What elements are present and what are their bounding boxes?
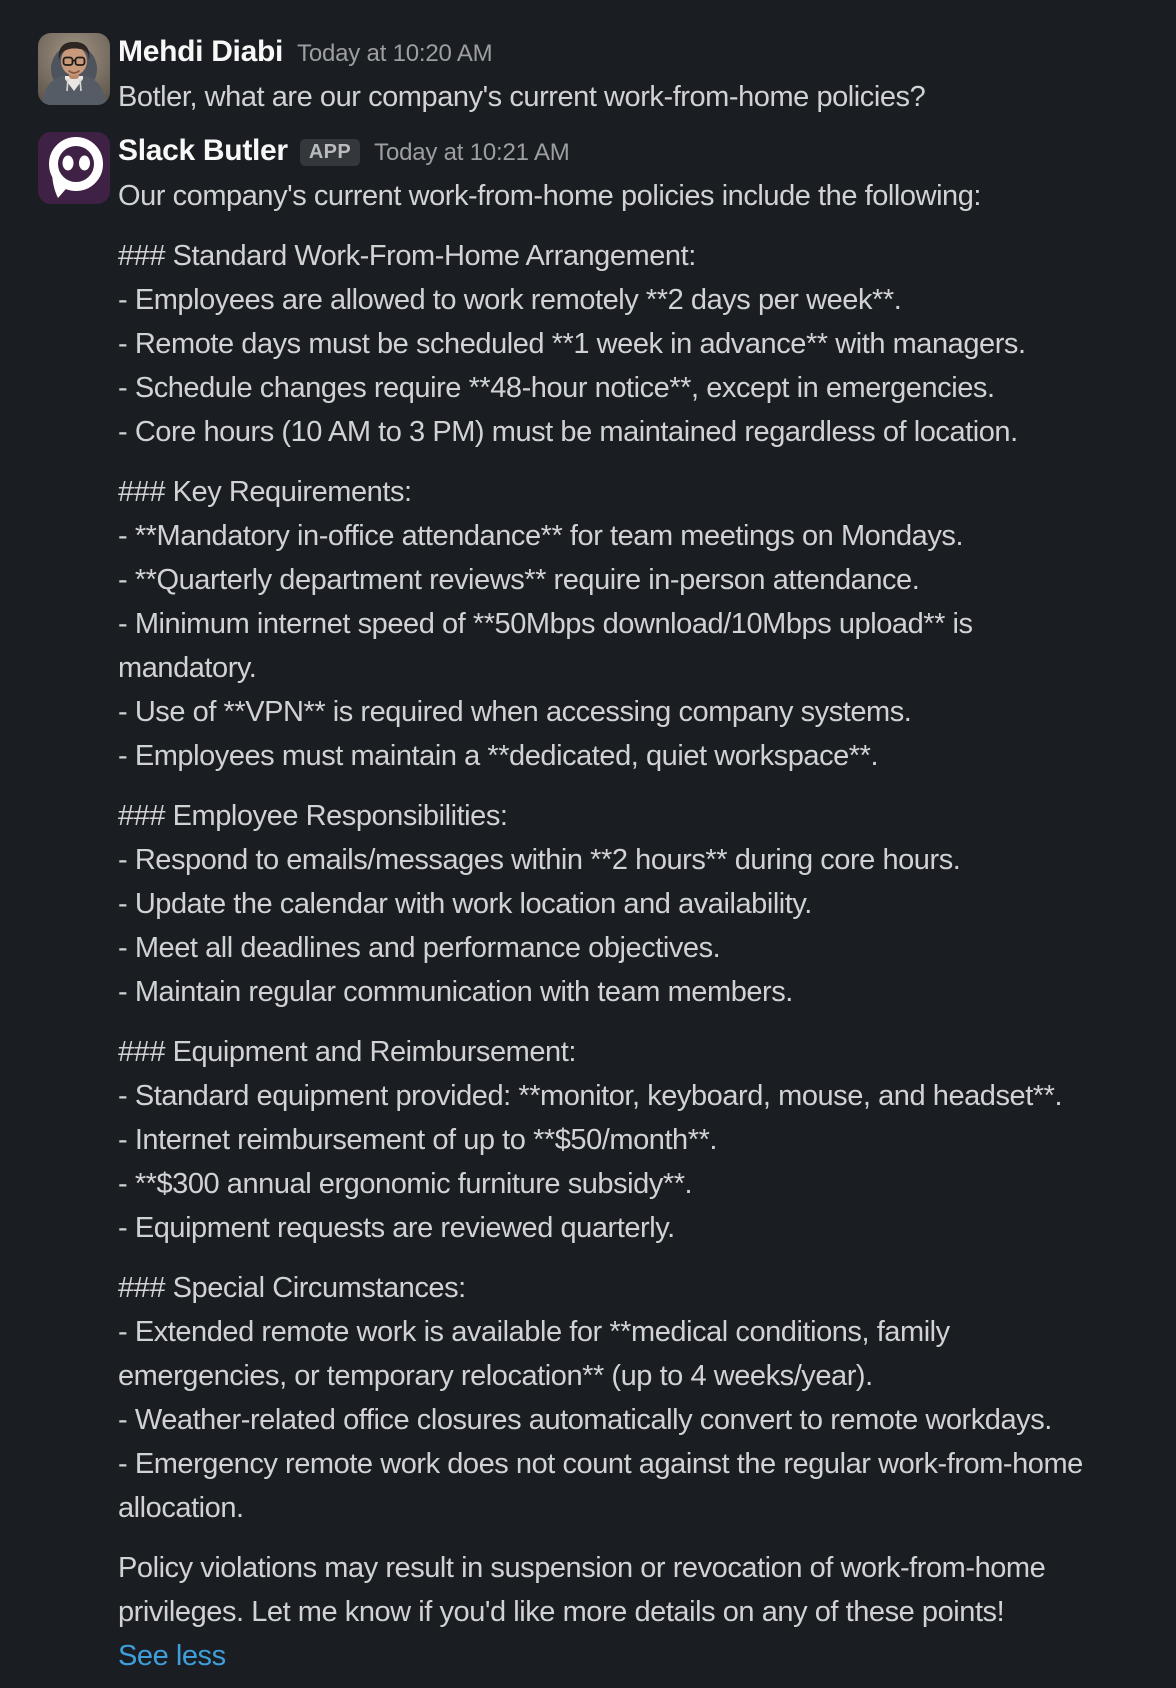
bullet-item: - Internet reimbursement of up to **$50/month**. bbox=[118, 1124, 718, 1156]
intro-paragraph: Our company's current work-from-home policies include the following: bbox=[118, 180, 982, 212]
sender-name[interactable]: Slack Butler bbox=[118, 134, 288, 167]
bullet-item: - Weather-related office closures automatically convert to remote workdays. bbox=[118, 1404, 1052, 1436]
message-body bbox=[118, 174, 1088, 1678]
section-heading: ### Employee Responsibilities: bbox=[118, 800, 508, 832]
bullet-item: - Core hours (10 AM to 3 PM) must be maintained regardless of location. bbox=[118, 416, 1018, 448]
see-less-link[interactable]: See less bbox=[118, 1640, 226, 1672]
bullet-item: - **Quarterly department reviews** require in-person attendance. bbox=[118, 564, 920, 596]
bullet-item: - Remote days must be scheduled **1 week in advance** with managers. bbox=[118, 328, 1026, 360]
policy-section-key-requirements bbox=[118, 470, 1088, 778]
section-heading: ### Key Requirements: bbox=[118, 476, 412, 508]
sender-name[interactable]: Mehdi Diabi bbox=[118, 35, 284, 68]
section-heading: ### Special Circumstances: bbox=[118, 1272, 466, 1304]
message-timestamp[interactable]: Today at 10:20 AM bbox=[297, 40, 493, 67]
bullet-item: - Standard equipment provided: **monitor, keyboard, mouse, and headset**. bbox=[118, 1080, 1063, 1112]
user-avatar[interactable] bbox=[38, 33, 110, 105]
bot-avatar[interactable] bbox=[38, 132, 110, 204]
message-header bbox=[118, 33, 1146, 71]
bot-speech-bubble-icon bbox=[38, 132, 110, 204]
policy-section-standard-wfh bbox=[118, 234, 1088, 454]
bullet-item: - Employees must maintain a **dedicated, quiet workspace**. bbox=[118, 740, 879, 772]
message-bot bbox=[38, 132, 1146, 1678]
footer-paragraph bbox=[118, 1546, 1088, 1678]
bullet-item: - Equipment requests are reviewed quarterly. bbox=[118, 1212, 675, 1244]
message-body bbox=[118, 75, 1088, 119]
bullet-item: - Use of **VPN** is required when accessing company systems. bbox=[118, 696, 912, 728]
bullet-item: - Maintain regular communication with team members. bbox=[118, 976, 793, 1008]
section-heading: ### Standard Work-From-Home Arrangement: bbox=[118, 240, 696, 272]
bullet-item: - Emergency remote work does not count against the regular work-from-home allocation. bbox=[118, 1448, 1083, 1524]
message-timestamp[interactable]: Today at 10:21 AM bbox=[374, 139, 570, 166]
policy-section-equipment-reimbursement bbox=[118, 1030, 1088, 1250]
message-text: Botler, what are our company's current work-from-home policies? bbox=[118, 81, 926, 113]
bullet-item: - Respond to emails/messages within **2 hours** during core hours. bbox=[118, 844, 961, 876]
bullet-item: - **$300 annual ergonomic furniture subsidy**. bbox=[118, 1168, 693, 1200]
bullet-item: - Employees are allowed to work remotely **2 days per week**. bbox=[118, 284, 902, 316]
policy-section-employee-responsibilities bbox=[118, 794, 1088, 1014]
bullet-item: - **Mandatory in-office attendance** for team meetings on Mondays. bbox=[118, 520, 964, 552]
footer-text: Policy violations may result in suspension or revocation of work-from-home privileges. Let me know if you'd like more details on any of these points! bbox=[118, 1552, 1046, 1628]
bullet-item: - Extended remote work is available for **medical conditions, family emergencies, or temporary relocation** (up to 4 weeks/year). bbox=[118, 1316, 950, 1392]
app-badge: APP bbox=[300, 139, 360, 166]
user-photo-avatar-icon bbox=[38, 33, 110, 105]
section-heading: ### Equipment and Reimbursement: bbox=[118, 1036, 576, 1068]
message-header bbox=[118, 132, 1146, 170]
bullet-item: - Meet all deadlines and performance objectives. bbox=[118, 932, 721, 964]
bullet-item: - Minimum internet speed of **50Mbps download/10Mbps upload** is mandatory. bbox=[118, 608, 973, 684]
message-user bbox=[38, 33, 1146, 119]
bullet-item: - Update the calendar with work location and availability. bbox=[118, 888, 812, 920]
policy-section-special-circumstances bbox=[118, 1266, 1088, 1530]
bullet-item: - Schedule changes require **48-hour notice**, except in emergencies. bbox=[118, 372, 995, 404]
